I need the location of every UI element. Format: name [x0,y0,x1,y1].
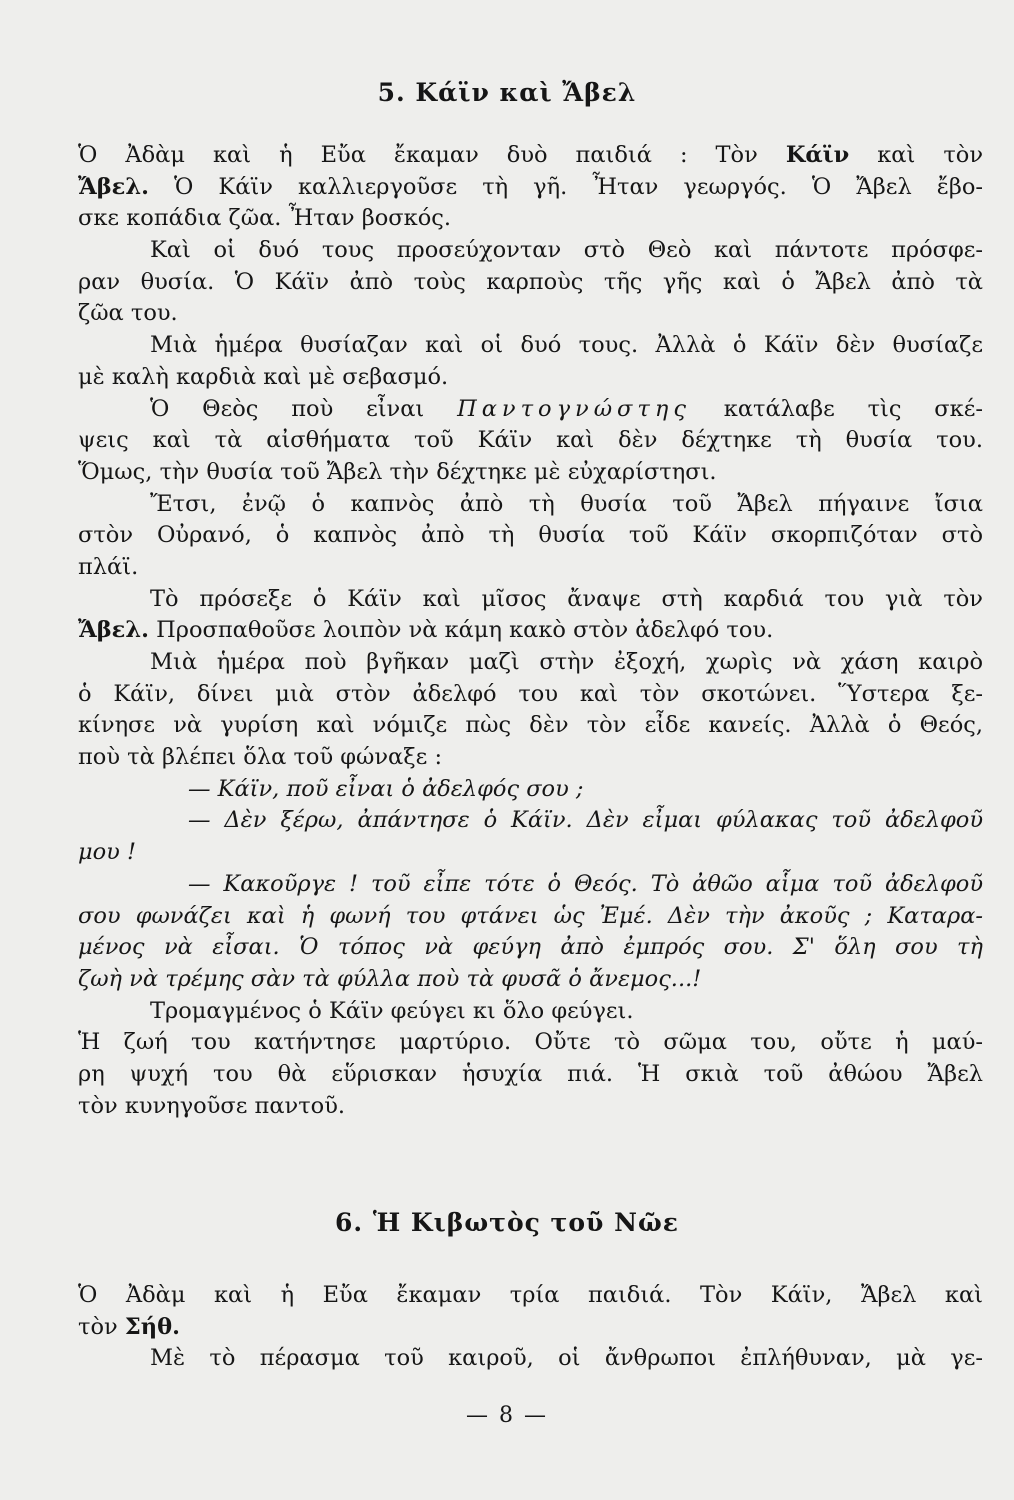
text-line: Τρομαγμένος ὁ Κάϊν φεύγει κι ὅλο φεύγει. [150,997,634,1024]
text-line: Ὁ Ἀδὰμ καὶ ἡ Εὔα ἔκαμαν δυὸ παιδιά : Τὸν Κάϊν καὶ τὸν [78,142,984,168]
text-line: Ἔτσι, ἐνῷ ὁ καπνὸς ἀπὸ τὴ θυσία τοῦ Ἄβελ πήγαινε ἴσια [150,490,983,517]
text-line: τὸν κυνηγοῦσε παντοῦ. [78,1092,346,1119]
text-line: κίνησε νὰ γυρίση καὶ νόμιζε πὼς δὲν τὸν εἶδε κανείς. Ἀλλὰ ὁ Θεός, [78,712,983,739]
dialogue-line: σου φωνάζει καὶ ἡ φωνή του φτάνει ὡς Ἐμέ. Δὲν τὴν ἀκοῦς ; Καταρα- [78,902,983,929]
text-line: Μὲ τὸ πέρασμα τοῦ καιροῦ, οἱ ἄνθρωποι ἐπλήθυναν, μὰ γε- [150,1345,983,1372]
section-5-heading: 5. Κάϊν καὶ Ἄβελ [377,78,637,107]
text-line: μὲ καλὴ καρδιὰ καὶ μὲ σεβασμό. [78,363,449,390]
text-line: πλάϊ. [78,553,139,580]
text-line: Ἡ ζωή του κατήντησε μαρτύριο. Οὔτε τὸ σῶμα του, οὔτε ἡ μαύ- [78,1029,983,1056]
text-line: ψεις καὶ τὰ αἰσθήματα τοῦ Κάϊν καὶ δὲν δέχτηκε τὴ θυσία του. [78,427,983,454]
text-line: Καὶ οἱ δυό τους προσεύχονταν στὸ Θεὸ καὶ πάντοτε πρόσφε- [150,237,983,264]
text-line: ρη ψυχή του θὰ εὕρισκαν ἡσυχία πιά. Ἡ σκιὰ τοῦ ἀθώου Ἄβελ [78,1060,983,1087]
text-line: Ὅμως, τὴν θυσία τοῦ Ἄβελ τὴν δέχτηκε μὲ εὐχαρίστησι. [78,458,717,485]
text-line: Ὁ Ἀδὰμ καὶ ἡ Εὔα ἔκαμαν τρία παιδιά. Τὸν Κάϊν, Ἄβελ καὶ [78,1282,983,1308]
section-5-text [78,140,983,1122]
text-line: τὸν Σήθ. [78,1313,180,1340]
text-line: στὸν Οὐρανό, ὁ καπνὸς ἀπὸ τὴ θυσία τοῦ Κάϊν σκορπιζόταν στὸ [78,522,983,549]
dialogue-line: ζωὴ νὰ τρέμης σὰν τὰ φύλλα ποὺ τὰ φυσᾶ ὁ ἄνεμος...! [78,965,702,992]
text-line: σκε κοπάδια ζῶα. Ἦταν βοσκός. [78,205,452,232]
dialogue-line: — Κάϊν, ποῦ εἶναι ὁ ἀδελφός σου ; [188,775,584,802]
dialogue-line: — Κακοῦργε ! τοῦ εἶπε τότε ὁ Θεός. Τὸ ἀθῶο αἷμα τοῦ ἀδελφοῦ [188,870,983,897]
text-line: Ἄβελ. Προσπαθοῦσε λοιπὸν νὰ κάμη κακὸ στὸν ἀδελφό του. [78,617,774,644]
dialogue-line: — Δὲν ξέρω, ἀπάντησε ὁ Κάϊν. Δὲν εἶμαι φύλακας τοῦ ἀδελφοῦ [188,807,983,834]
text-line: Ἄβελ. Ὁ Κάϊν καλλιεργοῦσε τὴ γῆ. Ἦταν γεωργός. Ὁ Ἄβελ ἔβο- [78,173,983,200]
text-line: ζῶα του. [78,300,178,327]
text-line: ποὺ τὰ βλέπει ὅλα τοῦ φώναξε : [78,744,443,771]
page-number: — 8 — [466,1403,548,1428]
section-6-text [78,1280,983,1375]
section-6-heading: 6. Ἡ Κιβωτὸς τοῦ Νῶε [335,1208,679,1237]
dialogue-line: μένος νὰ εἶσαι. Ὁ τόπος νὰ φεύγη ἀπὸ ἐμπρός σου. Σ' ὅλη σου τὴ [78,934,983,961]
text-line: Τὸ πρόσεξε ὁ Κάϊν καὶ μῖσος ἄναψε στὴ καρδιά του γιὰ τὸν [150,585,983,612]
text-line: Ὁ Θεὸς ποὺ εἶναι Παντογνώστης κατάλαβε τὶς σκέ- [150,395,983,422]
text-line: Μιὰ ἡμέρα ποὺ βγῆκαν μαζὶ στὴν ἐξοχή, χωρὶς νὰ χάση καιρὸ [150,649,983,675]
text-line: ραν θυσία. Ὁ Κάϊν ἀπὸ τοὺς καρποὺς τῆς γῆς καὶ ὁ Ἄβελ ἀπὸ τὰ [78,268,983,295]
text-line: ὁ Κάϊν, δίνει μιὰ στὸν ἀδελφό του καὶ τὸν σκοτώνει. Ὕστερα ξε- [78,680,983,707]
dialogue-line: μου ! [78,839,137,866]
text-line: Μιὰ ἡμέρα θυσίαζαν καὶ οἱ δυό τους. Ἀλλὰ ὁ Κάϊν δὲν θυσίαζε [150,332,983,359]
